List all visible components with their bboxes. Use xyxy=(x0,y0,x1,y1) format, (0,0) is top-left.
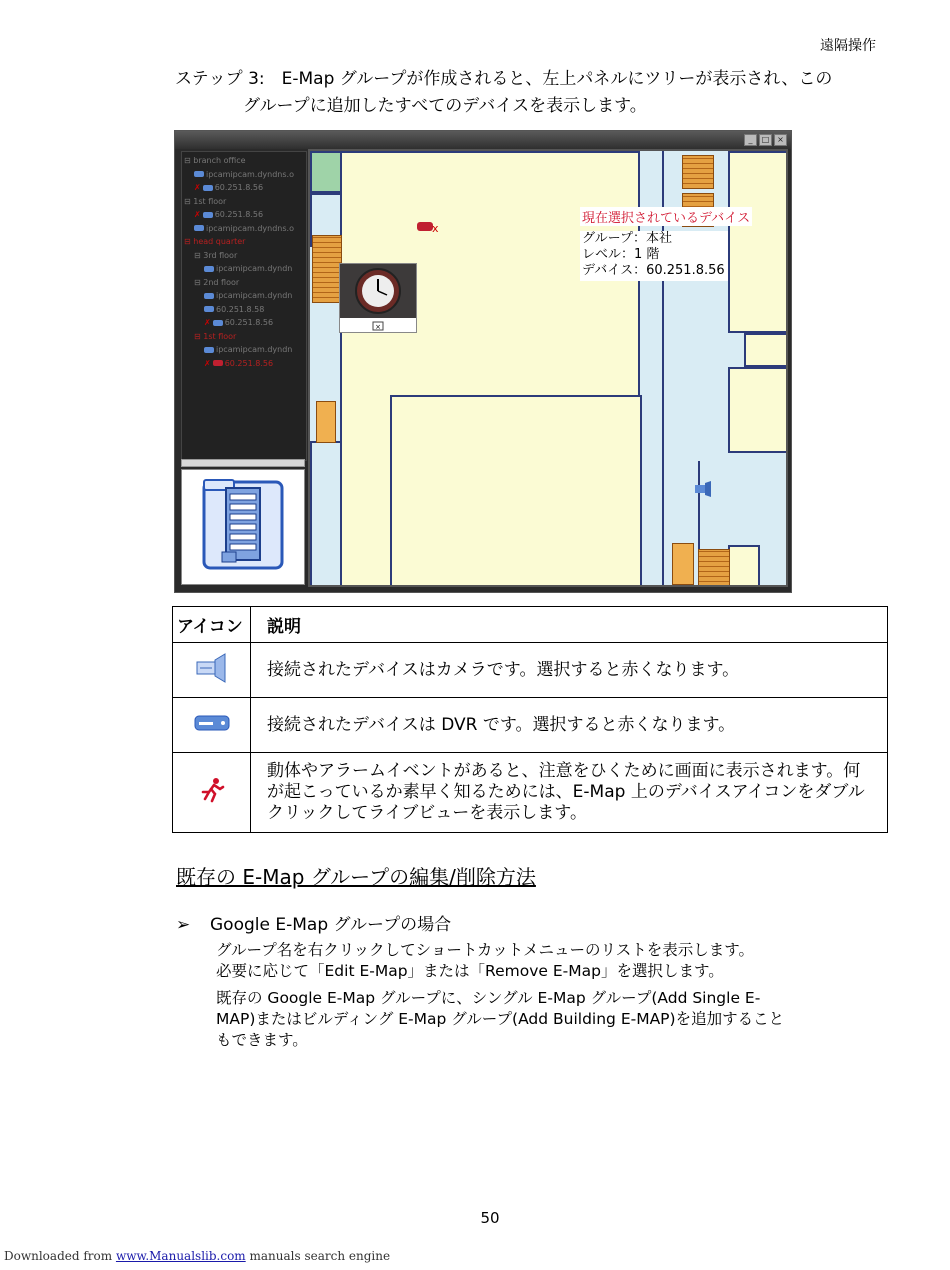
floor-map xyxy=(308,149,788,587)
tree-node-label: ipcamipcam.dyndn xyxy=(216,264,293,273)
footer xyxy=(4,1249,390,1263)
tree-node[interactable] xyxy=(204,291,292,300)
live-camera-snapshot xyxy=(340,264,416,332)
step-line-2: グループに追加したすべてのデバイスを表示します。 xyxy=(243,96,647,116)
dvr-icon xyxy=(203,185,213,191)
tooltip-body xyxy=(580,231,728,281)
camera-icon xyxy=(173,643,251,698)
page-number: 50 xyxy=(480,1209,500,1227)
manualslib-link[interactable]: www.Manualslib.com xyxy=(115,1249,246,1263)
tree-node-label: 3rd floor xyxy=(203,250,238,260)
expand-icon[interactable]: ⊟ xyxy=(194,277,204,287)
maximize-icon: □ xyxy=(759,134,772,146)
map-camera-icon xyxy=(695,481,713,501)
running-man-icon xyxy=(173,753,251,833)
running-man-icon: ✗ xyxy=(194,210,201,219)
tree-node[interactable] xyxy=(204,345,292,354)
header-description: 説明 xyxy=(251,607,888,643)
header-icon: アイコン xyxy=(173,607,251,643)
paragraph-1-line-1: グループ名を右クリックしてショートカットメニューのリストを表示します。 xyxy=(216,941,755,959)
svg-text:ⅹ: ⅹ xyxy=(432,222,439,234)
camera-icon xyxy=(194,171,204,177)
minimize-icon: _ xyxy=(744,134,757,146)
tree-node-label: 60.251.8.56 xyxy=(214,210,264,219)
tooltip-level: レベル：1 階 xyxy=(582,247,660,262)
tree-node[interactable] xyxy=(194,278,239,287)
table-row xyxy=(173,753,888,833)
tree-node-label: branch office xyxy=(193,156,246,165)
camera-icon xyxy=(204,266,214,272)
table-row xyxy=(173,643,888,698)
tree-node[interactable] xyxy=(204,318,273,327)
table-header-row xyxy=(173,607,888,643)
dvr-icon xyxy=(173,698,251,753)
tree-node-label: ipcamipcam.dyndns.o xyxy=(206,169,294,179)
tree-scrollbar xyxy=(181,459,305,467)
tree-node[interactable] xyxy=(194,183,263,192)
tree-node[interactable] xyxy=(204,359,273,368)
running-man-icon: ✗ xyxy=(204,318,211,327)
tree-node-label: 60.251.8.56 xyxy=(224,318,274,327)
tree-node[interactable] xyxy=(194,251,237,260)
tooltip-device: デバイス：60.251.8.56 xyxy=(582,263,725,278)
emap-screenshot xyxy=(174,130,792,593)
bullet-arrow-icon: ➢ xyxy=(176,915,191,935)
building-thumbnail xyxy=(181,469,305,585)
tree-node[interactable] xyxy=(194,210,263,219)
tree-node[interactable] xyxy=(194,332,236,341)
expand-icon[interactable]: ⊟ xyxy=(184,156,194,165)
tree-node-label: 2nd floor xyxy=(203,277,240,287)
tree-node-label: head quarter xyxy=(193,237,246,246)
paragraph-1 xyxy=(216,940,816,982)
svg-text:×: × xyxy=(375,323,381,331)
tree-node[interactable] xyxy=(194,224,294,233)
dvr-icon xyxy=(204,306,214,312)
tree-node-label: 1st floor xyxy=(193,196,227,206)
expand-icon[interactable]: ⊟ xyxy=(184,196,194,206)
expand-icon[interactable]: ⊟ xyxy=(194,250,204,260)
running-man-icon: ✗ xyxy=(194,183,201,192)
window-titlebar xyxy=(175,131,791,149)
row-text: 接続されたデバイスは DVR です。選択すると赤くなります。 xyxy=(251,698,888,753)
camera-icon xyxy=(204,347,214,353)
tree-node[interactable] xyxy=(184,197,226,206)
tree-node-label: 60.251.8.58 xyxy=(216,304,265,314)
section-header: 遠隔操作 xyxy=(820,38,876,54)
tree-node[interactable] xyxy=(204,305,264,314)
tree-node[interactable] xyxy=(184,237,245,246)
tree-node[interactable] xyxy=(194,170,294,179)
tree-node-label: 60.251.8.56 xyxy=(224,358,274,368)
step-3-text xyxy=(175,66,895,120)
tree-node[interactable] xyxy=(184,156,246,165)
tree-node[interactable] xyxy=(204,264,292,273)
tree-node-label: ipcamipcam.dyndn xyxy=(216,291,293,300)
bullet-google-emap xyxy=(176,910,451,935)
expand-icon[interactable]: ⊟ xyxy=(194,331,204,341)
tooltip-group: グループ：本社 xyxy=(582,231,672,246)
building-icon xyxy=(182,470,304,584)
tree-node-label: ipcamipcam.dyndn xyxy=(216,345,293,354)
table-row xyxy=(173,698,888,753)
tooltip-title: 現在選択されているデバイス xyxy=(580,207,752,226)
footer-suffix: manuals search engine xyxy=(245,1249,391,1263)
paragraph-2: 既存の Google E-Map グループに、シングル E-Map グループ(Add Single E-MAP)またはビルディング E-Map グループ(Add Building E-MAP)を追加することもできます。 xyxy=(216,989,785,1049)
camera-icon xyxy=(204,293,214,299)
row-text: 動体やアラームイベントがあると、注意をひくために画面に表示されます。何が起こっているか素早く知るためには、E-Map 上のデバイスアイコンをダブルクリックしてライブビューを表示します。 xyxy=(251,753,888,833)
section-title: 既存の E-Map グループの編集/削除方法 xyxy=(176,865,536,889)
close-icon: × xyxy=(774,134,787,146)
selected-dvr-icon xyxy=(417,219,439,238)
camera-icon xyxy=(194,225,204,231)
icon-table xyxy=(172,606,888,833)
tree-node-label: 60.251.8.56 xyxy=(214,183,264,192)
running-man-icon: ✗ xyxy=(204,358,211,368)
dvr-icon xyxy=(213,360,223,366)
paragraph-1-line-2: 必要に応じて「Edit E-Map」または「Remove E-Map」を選択します。 xyxy=(216,962,724,980)
dvr-icon xyxy=(203,212,213,218)
live-view-popup xyxy=(339,263,417,333)
tree-node-label: 1st floor xyxy=(203,331,237,341)
dvr-icon xyxy=(213,320,223,326)
expand-icon[interactable]: ⊟ xyxy=(184,237,194,246)
tree-node-label: ipcamipcam.dyndns.o xyxy=(206,223,294,233)
bullet-label: Google E-Map グループの場合 xyxy=(210,915,452,935)
row-text: 接続されたデバイスはカメラです。選択すると赤くなります。 xyxy=(251,643,888,698)
device-tree xyxy=(181,151,307,461)
step-line-1: ステップ 3: E-Map グループが作成されると、左上パネルにツリーが表示され、この xyxy=(175,69,833,89)
footer-prefix: Downloaded from xyxy=(4,1249,116,1263)
